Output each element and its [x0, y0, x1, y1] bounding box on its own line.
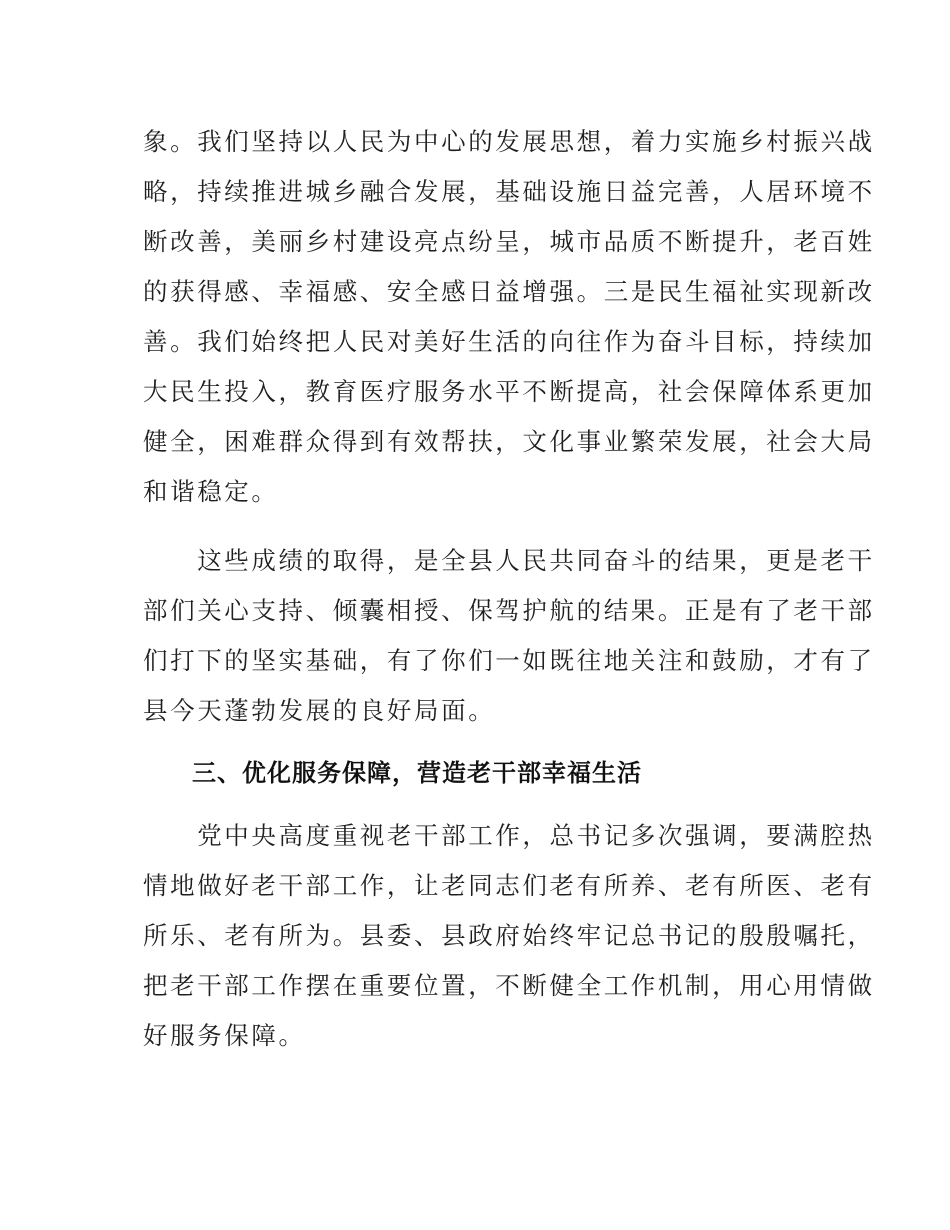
section-heading: 三、优化服务保障，营造老干部幸福生活: [192, 759, 642, 787]
paragraph-3-line: 党中央高度重视老干部工作，总书记多次强调，要满腔热: [143, 821, 875, 850]
paragraph-2: [143, 536, 875, 736]
paragraph-1-line: 断改善，美丽乡村建设亮点纷呈，城市品质不断提升，老百姓: [143, 227, 875, 256]
paragraph-1-line: 象。我们坚持以人民为中心的发展思想，着力实施乡村振兴战: [143, 127, 875, 156]
paragraph-1-line: 和谐稳定。: [143, 477, 279, 506]
paragraph-1-line: 善。我们始终把人民对美好生活的向往作为奋斗目标，持续加: [143, 327, 875, 356]
paragraph-3-line: 好服务保障。: [143, 1021, 306, 1050]
paragraph-3-line: 所乐、老有所为。县委、县政府始终牢记总书记的殷殷嘱托，: [143, 921, 875, 950]
paragraph-3-line: 把老干部工作摆在重要位置，不断健全工作机制，用心用情做: [143, 971, 875, 1000]
paragraph-1: [143, 117, 875, 517]
paragraph-1-line: 略，持续推进城乡融合发展，基础设施日益完善，人居环境不: [143, 177, 875, 206]
paragraph-2-line: 这些成绩的取得，是全县人民共同奋斗的结果，更是老干: [143, 546, 875, 575]
paragraph-2-line: 们打下的坚实基础，有了你们一如既往地关注和鼓励，才有了: [143, 646, 875, 675]
paragraph-1-line: 大民生投入，教育医疗服务水平不断提高，社会保障体系更加: [143, 377, 875, 406]
paragraph-3-line: 情地做好老干部工作，让老同志们老有所养、老有所医、老有: [143, 871, 875, 900]
paragraph-2-line: 县今天蓬勃发展的良好局面。: [143, 696, 496, 725]
paragraph-1-line: 健全，困难群众得到有效帮扶，文化事业繁荣发展，社会大局: [143, 427, 875, 456]
paragraph-3: [143, 811, 875, 1061]
paragraph-1-line: 的获得感、幸福感、安全感日益增强。三是民生福祉实现新改: [143, 277, 875, 306]
paragraph-2-line: 部们关心支持、倾囊相授、保驾护航的结果。正是有了老干部: [143, 596, 875, 625]
